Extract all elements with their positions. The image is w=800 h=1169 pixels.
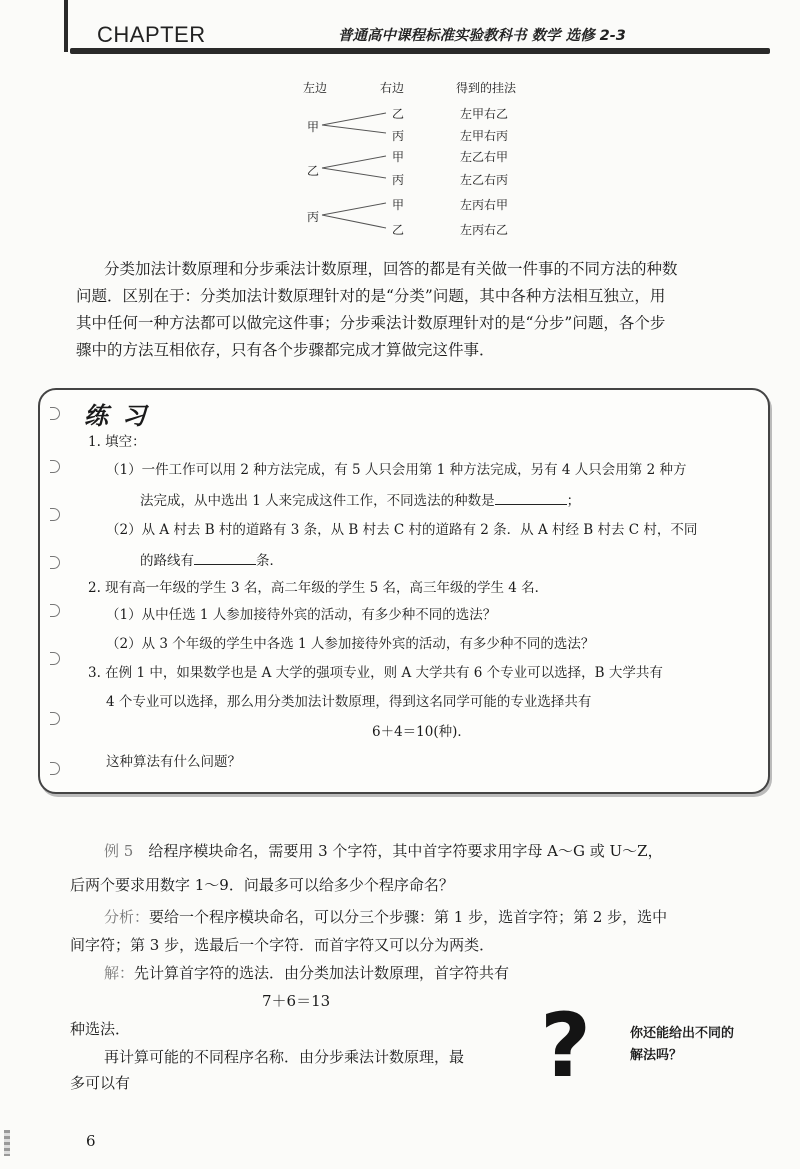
tip-line2: 解法吗？	[630, 1048, 683, 1063]
solution-line4: 多可以有	[70, 1074, 131, 1092]
answer-blank-1[interactable]	[495, 490, 567, 505]
tree-branch: 乙	[392, 223, 405, 237]
summary-line: 分类加法计数原理和分步乘法计数原理，回答的都是有关做一件事的不同方法的种数	[104, 260, 678, 278]
tree-result: 左乙右丙	[460, 173, 509, 187]
question-mark-icon: ?	[540, 994, 592, 1097]
solution-label: 解：	[104, 964, 135, 982]
solution-line1	[104, 962, 509, 984]
summary-line: 问题．区别在于：分类加法计数原理针对的是“分类”问题，其中各种方法相互独立，用	[76, 287, 666, 305]
page-number: 6	[86, 1132, 96, 1150]
tree-header-left: 左边	[303, 81, 328, 95]
example5-label: 例 5	[104, 842, 134, 860]
tree-edge	[322, 215, 386, 228]
exercise-q2-2: （2）从 3 个年级的学生中各选 1 人参加接待外宾的活动，有多少种不同的选法？	[106, 636, 595, 652]
summary-line: 骤中的方法互相依存，只有各个步骤都完成才算做完这件事．	[76, 341, 495, 359]
tree-edge	[322, 125, 386, 133]
tree-branch: 丙	[392, 173, 405, 187]
tree-header-right: 右边	[380, 81, 405, 95]
example5-line1	[104, 840, 663, 862]
exercise-q1-1b-end: ；	[566, 493, 581, 509]
analysis-line1	[104, 906, 667, 928]
solution-formula: 7＋6＝13	[262, 992, 331, 1010]
exercise-q1-2b	[140, 550, 283, 571]
exercise-q1-2a: （2）从 A 村去 B 村的道路有 3 条，从 B 村去 C 村的道路有 2 条．从 A 村经 B 村去 C 村，不同	[106, 522, 698, 538]
tree-edge	[322, 156, 386, 168]
exercise-q1-1a: （1）一件工作可以用 2 种方法完成，有 5 人只会用第 1 种方法完成，另有 4 人只会用第 2 种方	[106, 462, 687, 478]
exercise-q2-1: （1）从中任选 1 人参加接待外宾的活动，有多少种不同的选法？	[106, 607, 497, 623]
summary-line: 其中任何一种方法都可以做完这件事；分步乘法计数原理针对的是“分步”问题，各个步	[76, 314, 666, 332]
tree-root: 乙	[307, 164, 320, 178]
tree-branch: 乙	[392, 107, 405, 121]
tree-root: 丙	[307, 210, 320, 224]
tree-result: 左乙右甲	[460, 150, 509, 164]
exercise-q1-1b	[140, 490, 580, 511]
tree-edge	[322, 168, 386, 178]
exercise-q3-formula: 6＋4＝10(种)．	[372, 724, 471, 740]
analysis-text1: 要给一个程序模块命名，可以分三个步骤：第 1 步，选首字符；第 2 步，选中	[149, 908, 668, 926]
solution-text1: 先计算首字符的选法．由分类加法计数原理，首字符共有	[134, 964, 510, 982]
solution-line3: 再计算可能的不同程序名称．由分步乘法计数原理，最	[104, 1048, 465, 1066]
tree-result: 左甲右乙	[460, 107, 509, 121]
tree-branch: 甲	[392, 150, 405, 164]
tip-line1: 你还能给出不同的	[630, 1026, 735, 1041]
tree-edge	[322, 113, 386, 125]
book-title: 普通高中课程标准实验教科书 数学 选修 2-3	[338, 28, 626, 44]
exercise-q1-1b-text: 法完成，从中选出 1 人来完成这件工作，不同选法的种数是	[140, 493, 495, 509]
exercise-q1-2b-text: 的路线有	[140, 553, 194, 569]
exercise-q3a: 3. 在例 1 中，如果数学也是 A 大学的强项专业，则 A 大学共有 6 个专业可以选择，B 大学共有	[88, 665, 663, 681]
exercise-q2: 2. 现有高一年级的学生 3 名，高二年级的学生 5 名，高三年级的学生 4 名．	[88, 580, 549, 596]
answer-blank-2[interactable]	[194, 550, 256, 565]
tree-root: 甲	[307, 120, 320, 134]
tree-branch: 丙	[392, 129, 405, 143]
analysis-line2: 间字符；第 3 步，选最后一个字符．而首字符又可以分为两类．	[70, 936, 495, 954]
solution-line2: 种选法．	[70, 1020, 131, 1038]
tree-result: 左丙右甲	[460, 198, 509, 212]
tree-result: 左丙右乙	[460, 223, 509, 237]
exercise-q3b: 4 个专业可以选择，那么用分类加法计数原理，得到这名同学可能的专业选择共有	[106, 694, 592, 710]
tree-branch: 甲	[392, 198, 405, 212]
tree-edge	[322, 203, 386, 215]
tree-result: 左甲右丙	[460, 129, 509, 143]
exercise-title: 练习	[84, 401, 160, 430]
example5-text1: 给程序模块命名，需要用 3 个字符，其中首字符要求用字母 A～G 或 U～Z，	[148, 842, 663, 860]
chapter-label: CHAPTER	[97, 22, 206, 47]
tree-header-result: 得到的挂法	[456, 81, 517, 95]
page-edge-mark	[4, 1130, 10, 1156]
example5-line2: 后两个要求用数字 1～9．问最多可以给多少个程序命名？	[70, 876, 454, 894]
exercise-q1-head: 1. 填空：	[88, 434, 146, 450]
exercise-q1-2b-end: 条．	[256, 553, 283, 569]
analysis-label: 分析：	[104, 908, 150, 926]
exercise-q3c: 这种算法有什么问题？	[106, 754, 241, 770]
